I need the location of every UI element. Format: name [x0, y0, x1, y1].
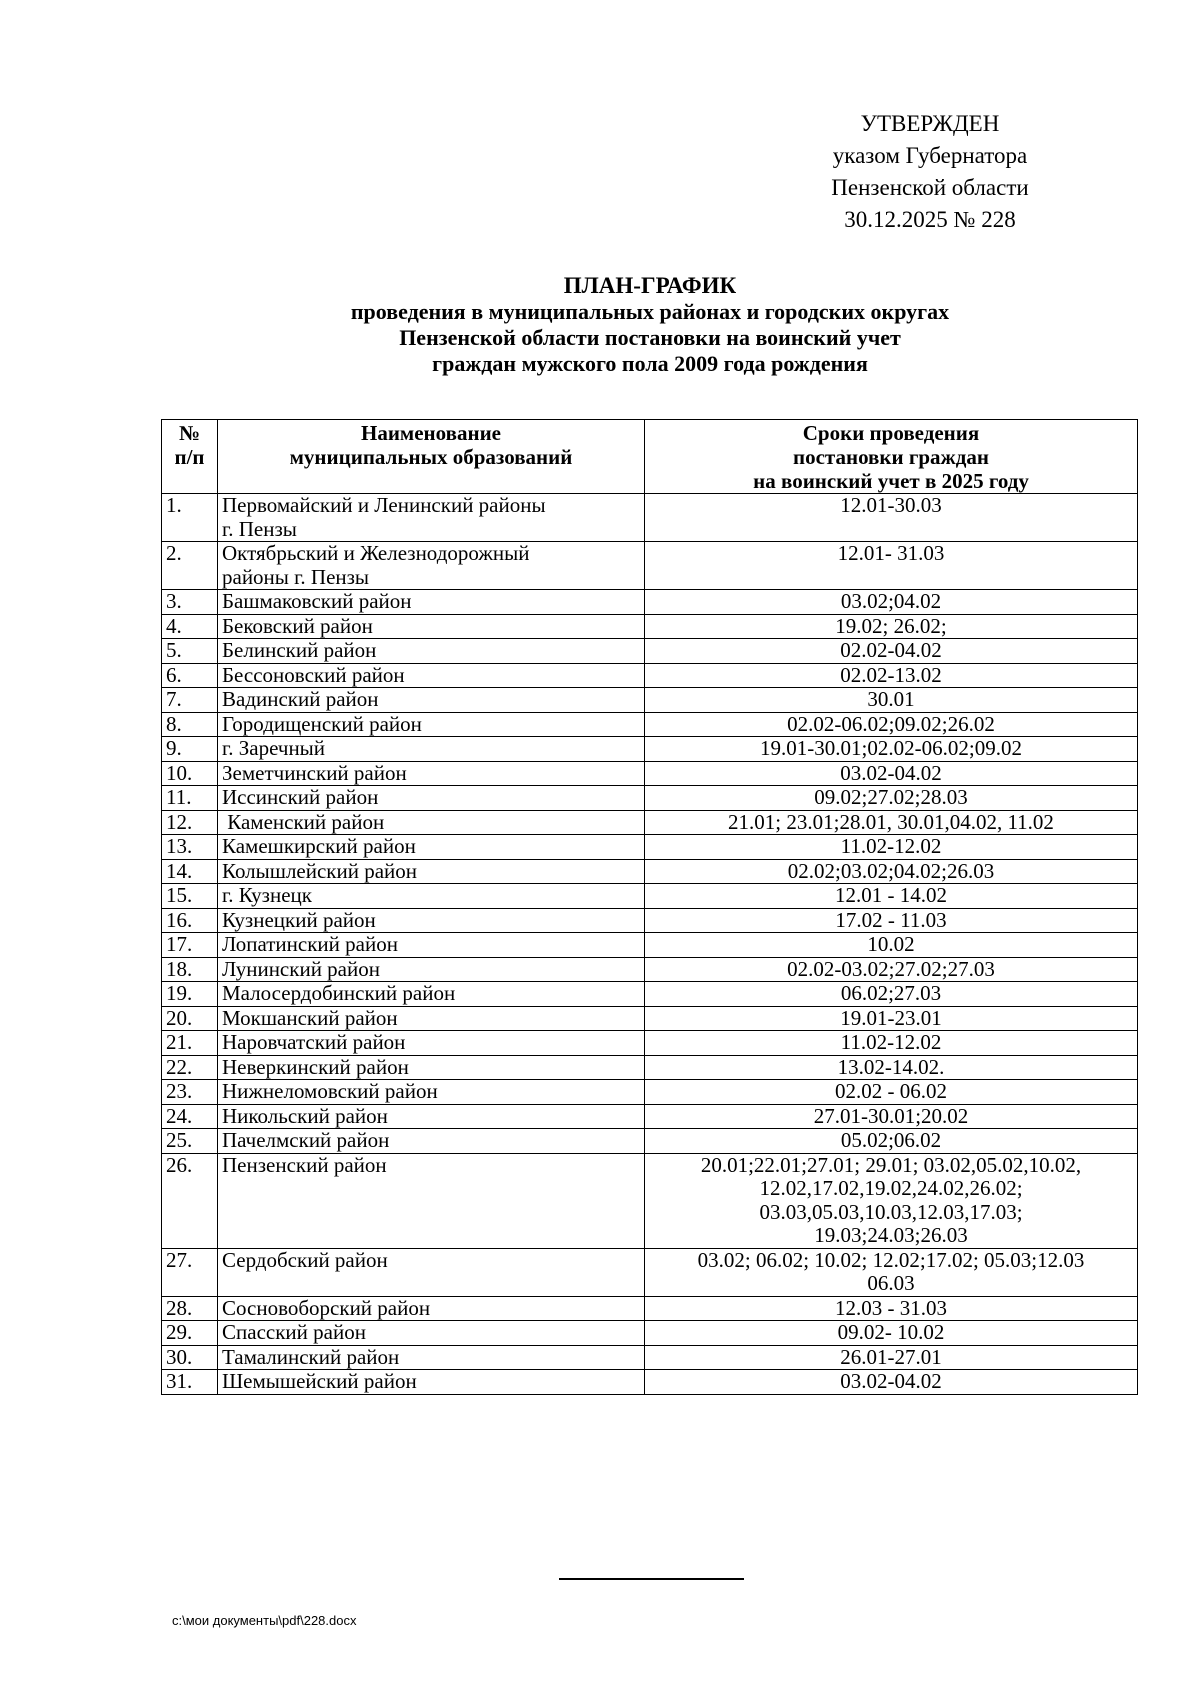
municipality-name: Башмаковский район — [218, 590, 645, 615]
registration-dates: 12.01 - 14.02 — [645, 884, 1138, 909]
table-row — [162, 688, 1138, 713]
row-number: 25. — [162, 1129, 218, 1154]
municipality-name: Пачелмский район — [218, 1129, 645, 1154]
row-number: 18. — [162, 957, 218, 982]
table-row — [162, 1104, 1138, 1129]
registration-dates: 26.01-27.01 — [645, 1345, 1138, 1370]
municipality-name: Лунинский район — [218, 957, 645, 982]
table-body — [162, 494, 1138, 1395]
registration-dates: 19.01-23.01 — [645, 1006, 1138, 1031]
registration-dates: 17.02 - 11.03 — [645, 908, 1138, 933]
registration-dates: 09.02- 10.02 — [645, 1321, 1138, 1346]
approval-title: УТВЕРЖДЕН — [860, 111, 1000, 136]
approval-decree: указом Губернатора — [832, 143, 1028, 168]
row-number: 10. — [162, 761, 218, 786]
row-number: 7. — [162, 688, 218, 713]
table-row — [162, 1296, 1138, 1321]
table-header-row — [162, 420, 1138, 494]
title-line-3: граждан мужского пола 2009 года рождения — [432, 351, 868, 376]
row-number: 27. — [162, 1248, 218, 1296]
approval-stamp — [780, 108, 1080, 236]
row-number: 29. — [162, 1321, 218, 1346]
municipality-name: Тамалинский район — [218, 1345, 645, 1370]
municipality-name: Мокшанский район — [218, 1006, 645, 1031]
schedule-table — [161, 419, 1138, 1395]
registration-dates: 02.02-03.02;27.02;27.03 — [645, 957, 1138, 982]
row-number: 30. — [162, 1345, 218, 1370]
table-row — [162, 614, 1138, 639]
table-row — [162, 859, 1138, 884]
table-row — [162, 737, 1138, 762]
table-row — [162, 957, 1138, 982]
row-number: 13. — [162, 835, 218, 860]
registration-dates: 06.02;27.03 — [645, 982, 1138, 1007]
municipality-name: Кузнецкий район — [218, 908, 645, 933]
table-row — [162, 1006, 1138, 1031]
row-number: 17. — [162, 933, 218, 958]
row-number: 28. — [162, 1296, 218, 1321]
table-row — [162, 1031, 1138, 1056]
table-row — [162, 786, 1138, 811]
municipality-name: Пензенский район — [218, 1153, 645, 1248]
municipality-name: Шемышейский район — [218, 1370, 645, 1395]
municipality-name: Земетчинский район — [218, 761, 645, 786]
municipality-name: Вадинский район — [218, 688, 645, 713]
table-row — [162, 663, 1138, 688]
row-number: 4. — [162, 614, 218, 639]
row-number: 22. — [162, 1055, 218, 1080]
registration-dates: 02.02-04.02 — [645, 639, 1138, 664]
registration-dates: 02.02 - 06.02 — [645, 1080, 1138, 1105]
municipality-name: Нижнеломовский район — [218, 1080, 645, 1105]
row-number: 11. — [162, 786, 218, 811]
municipality-name: Наровчатский район — [218, 1031, 645, 1056]
row-number: 3. — [162, 590, 218, 615]
header-date: Сроки проведения постановки граждан на воинский учет в 2025 году — [645, 420, 1138, 494]
registration-dates: 19.02; 26.02; — [645, 614, 1138, 639]
table-row — [162, 761, 1138, 786]
footer-file-path: c:\мои документы\pdf\228.docx — [172, 1613, 357, 1628]
approval-date-number: 30.12.2025 № 228 — [844, 207, 1016, 232]
table-row — [162, 712, 1138, 737]
table-row — [162, 1248, 1138, 1296]
registration-dates: 30.01 — [645, 688, 1138, 713]
registration-dates: 05.02;06.02 — [645, 1129, 1138, 1154]
registration-dates: 20.01;22.01;27.01; 29.01; 03.02,05.02,10.02, 12.02,17.02,19.02,24.02,26.02; 03.03,05.03,10.03,12.03,17.03; 19.03;24.03;26.03 — [645, 1153, 1138, 1248]
row-number: 21. — [162, 1031, 218, 1056]
table-row — [162, 1055, 1138, 1080]
municipality-name: Городищенский район — [218, 712, 645, 737]
row-number: 12. — [162, 810, 218, 835]
registration-dates: 11.02-12.02 — [645, 1031, 1138, 1056]
municipality-name: Сердобский район — [218, 1248, 645, 1296]
table-row — [162, 908, 1138, 933]
header-name: Наименование муниципальных образований — [218, 420, 645, 494]
registration-dates: 12.01-30.03 — [645, 494, 1138, 542]
registration-dates: 02.02;03.02;04.02;26.03 — [645, 859, 1138, 884]
table-row — [162, 1345, 1138, 1370]
municipality-name: Камешкирский район — [218, 835, 645, 860]
registration-dates: 03.02-04.02 — [645, 761, 1138, 786]
municipality-name: Лопатинский район — [218, 933, 645, 958]
header-num: № п/п — [162, 420, 218, 494]
municipality-name: Первомайский и Ленинский районы г. Пензы — [218, 494, 645, 542]
row-number: 31. — [162, 1370, 218, 1395]
table-row — [162, 982, 1138, 1007]
row-number: 8. — [162, 712, 218, 737]
approval-region: Пензенской области — [831, 175, 1029, 200]
registration-dates: 02.02-13.02 — [645, 663, 1138, 688]
table-row — [162, 1321, 1138, 1346]
registration-dates: 03.02; 06.02; 10.02; 12.02;17.02; 05.03;12.03 06.03 — [645, 1248, 1138, 1296]
table-row — [162, 835, 1138, 860]
table-row — [162, 639, 1138, 664]
municipality-name: Белинский район — [218, 639, 645, 664]
table-row — [162, 933, 1138, 958]
registration-dates: 19.01-30.01;02.02-06.02;09.02 — [645, 737, 1138, 762]
municipality-name: г. Кузнецк — [218, 884, 645, 909]
row-number: 16. — [162, 908, 218, 933]
row-number: 26. — [162, 1153, 218, 1248]
row-number: 14. — [162, 859, 218, 884]
title-line-2: Пензенской области постановки на воинский учет — [399, 325, 901, 350]
municipality-name: Каменский район — [218, 810, 645, 835]
row-number: 15. — [162, 884, 218, 909]
row-number: 9. — [162, 737, 218, 762]
registration-dates: 02.02-06.02;09.02;26.02 — [645, 712, 1138, 737]
municipality-name: Бековский район — [218, 614, 645, 639]
title-main: ПЛАН-ГРАФИК — [563, 273, 737, 298]
row-number: 19. — [162, 982, 218, 1007]
municipality-name: Неверкинский район — [218, 1055, 645, 1080]
municipality-name: Иссинский район — [218, 786, 645, 811]
registration-dates: 12.01- 31.03 — [645, 542, 1138, 590]
municipality-name: Октябрьский и Железнодорожный районы г. Пензы — [218, 542, 645, 590]
row-number: 1. — [162, 494, 218, 542]
table-row — [162, 1080, 1138, 1105]
table-row — [162, 884, 1138, 909]
registration-dates: 10.02 — [645, 933, 1138, 958]
municipality-name: Бессоновский район — [218, 663, 645, 688]
row-number: 20. — [162, 1006, 218, 1031]
table-row — [162, 810, 1138, 835]
document-title — [150, 273, 1150, 377]
registration-dates: 27.01-30.01;20.02 — [645, 1104, 1138, 1129]
row-number: 23. — [162, 1080, 218, 1105]
municipality-name: Малосердобинский район — [218, 982, 645, 1007]
row-number: 5. — [162, 639, 218, 664]
municipality-name: Сосновоборский район — [218, 1296, 645, 1321]
municipality-name: Никольский район — [218, 1104, 645, 1129]
table-row — [162, 542, 1138, 590]
table-row — [162, 1153, 1138, 1248]
registration-dates: 13.02-14.02. — [645, 1055, 1138, 1080]
separator-line — [559, 1578, 744, 1580]
registration-dates: 11.02-12.02 — [645, 835, 1138, 860]
table-row — [162, 590, 1138, 615]
registration-dates: 21.01; 23.01;28.01, 30.01,04.02, 11.02 — [645, 810, 1138, 835]
registration-dates: 12.03 - 31.03 — [645, 1296, 1138, 1321]
registration-dates: 09.02;27.02;28.03 — [645, 786, 1138, 811]
registration-dates: 03.02;04.02 — [645, 590, 1138, 615]
title-line-1: проведения в муниципальных районах и городских округах — [350, 299, 950, 324]
municipality-name: г. Заречный — [218, 737, 645, 762]
table-row — [162, 494, 1138, 542]
table-row — [162, 1129, 1138, 1154]
municipality-name: Колышлейский район — [218, 859, 645, 884]
row-number: 24. — [162, 1104, 218, 1129]
row-number: 2. — [162, 542, 218, 590]
table-row — [162, 1370, 1138, 1395]
municipality-name: Спасский район — [218, 1321, 645, 1346]
row-number: 6. — [162, 663, 218, 688]
registration-dates: 03.02-04.02 — [645, 1370, 1138, 1395]
